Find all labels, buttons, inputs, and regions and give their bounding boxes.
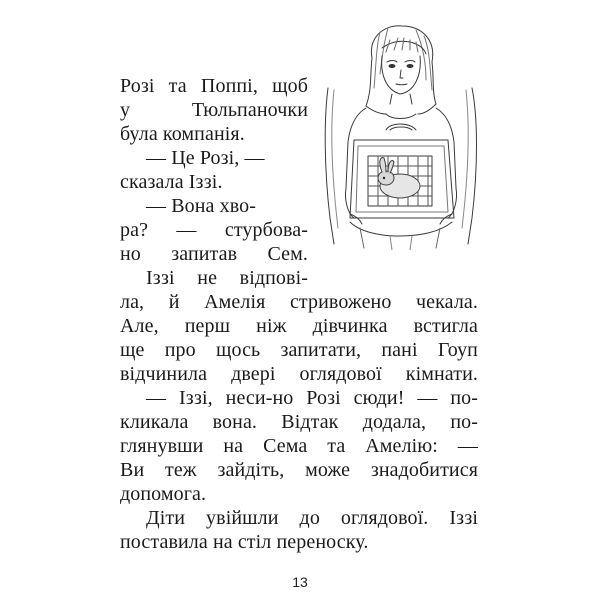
page-number: 13 xyxy=(292,574,308,590)
text-line: — Це Розі, — xyxy=(146,147,265,169)
text-line: Але, перш ніж дівчинка встигла xyxy=(120,315,478,337)
text-line: но запитав Сем. xyxy=(120,243,308,265)
text-line: була компанія. xyxy=(120,123,245,145)
text-line: Ви теж зайдіть, може знадобитися xyxy=(120,459,478,481)
text-line: — Вона хво- xyxy=(146,195,256,217)
text-line: сказала Іззі. xyxy=(120,171,223,193)
text-line: ла, й Амелія стривожено чекала. xyxy=(120,291,478,313)
text-line: Розі та Поппі, щоб xyxy=(120,75,308,97)
text-line: Іззі не відповi- xyxy=(146,267,308,289)
text-line: відчинила двері оглядової кімнати. xyxy=(120,363,478,385)
text-line: — Іззі, неси-но Розі сюди! — по- xyxy=(146,387,478,409)
text-line: у Тюльпаночки xyxy=(120,99,308,121)
text-line: глянувши на Сема та Амелію: — xyxy=(120,435,478,457)
text-line: ра? — стурбова- xyxy=(120,219,308,241)
girl-with-rabbit-carrier-illustration xyxy=(320,18,480,250)
text-line: кликала вона. Відтак додала, по- xyxy=(120,411,478,433)
text-line: допомога. xyxy=(120,483,207,505)
text-line: Діти увійшли до оглядової. Іззі xyxy=(146,507,478,529)
text-line: поставила на стіл переноску. xyxy=(120,531,369,553)
text-line: ще про щось запитати, пані Гоуп xyxy=(120,339,478,361)
